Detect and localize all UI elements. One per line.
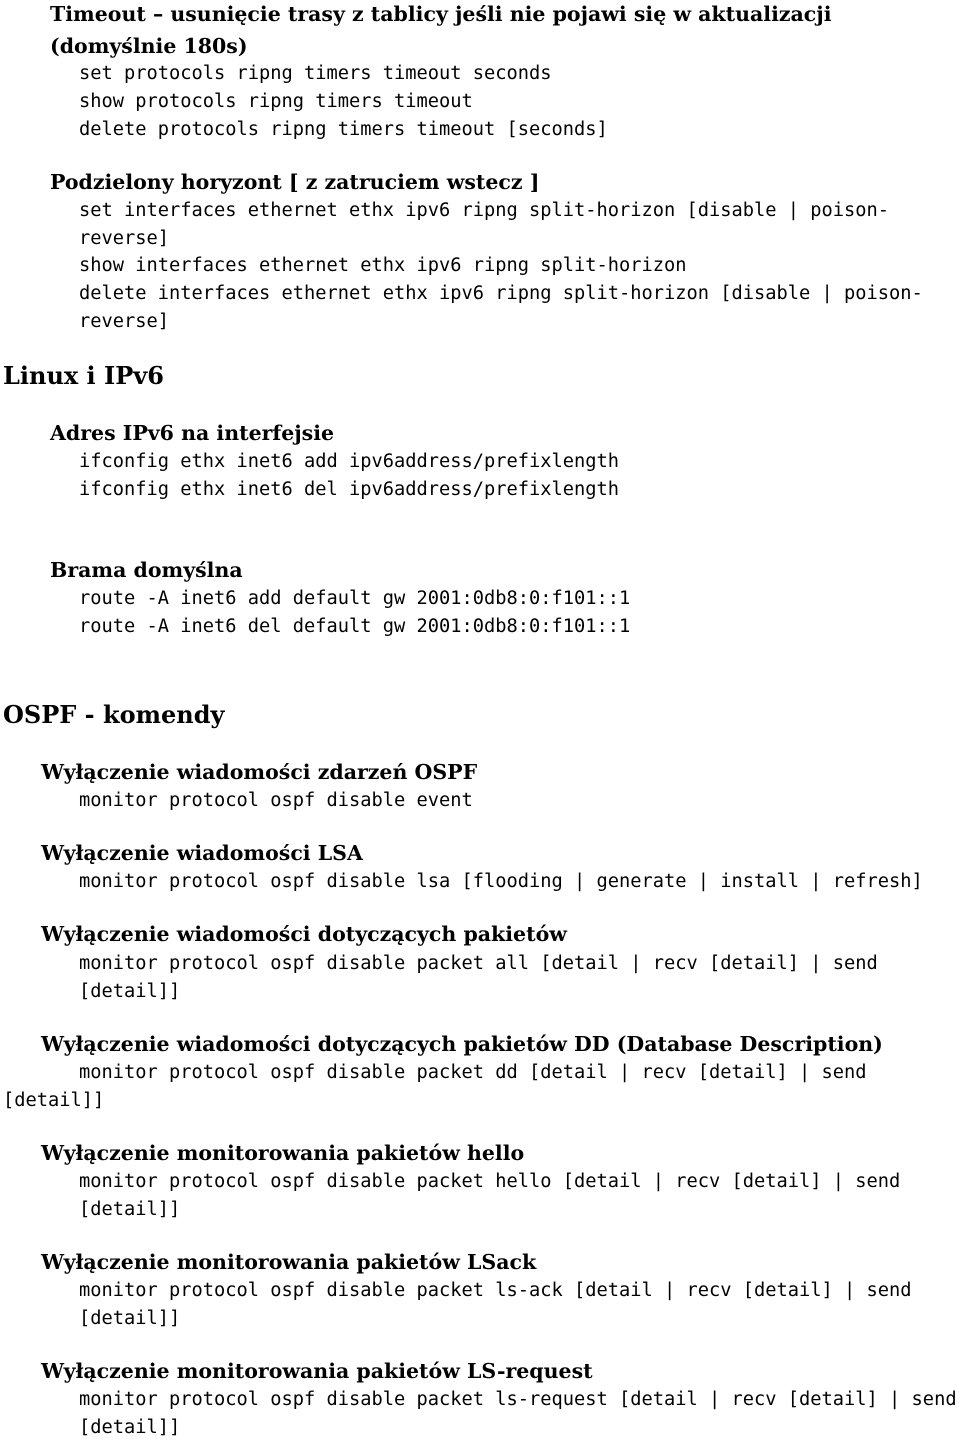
ospf-events-heading: Wyłączenie wiadomości zdarzeń OSPF (41, 760, 478, 784)
code-line: [detail]] (79, 1308, 181, 1329)
code-line: [detail]] (79, 981, 181, 1002)
ospf-packets-heading: Wyłączenie wiadomości dotyczących pakietów (41, 922, 567, 946)
ospf-lsa-heading: Wyłączenie wiadomości LSA (41, 841, 363, 865)
split-horizon-heading: Podzielony horyzont [ z zatruciem wstecz ] (50, 170, 540, 194)
code-line: route -A inet6 del default gw 2001:0db8:0:f101::1 (79, 616, 631, 637)
linux-ipv6-heading: Linux i IPv6 (3, 361, 164, 390)
code-line: ifconfig ethx inet6 add ipv6address/prefixlength (79, 451, 620, 472)
default-gateway-heading: Brama domyślna (50, 558, 243, 582)
code-line: monitor protocol ospf disable event (79, 790, 473, 811)
code-line: monitor protocol ospf disable packet ls-request [detail | recv [detail] | send (79, 1389, 957, 1410)
code-line: monitor protocol ospf disable lsa [flooding | generate | install | refresh] (79, 871, 923, 892)
code-line: show interfaces ethernet ethx ipv6 ripng split-horizon (79, 255, 687, 276)
ospf-dd-heading: Wyłączenie wiadomości dotyczących pakietów DD (Database Description) (41, 1032, 883, 1056)
code-line: [detail]] (3, 1090, 105, 1111)
ipv6-address-heading: Adres IPv6 na interfejsie (50, 421, 335, 445)
code-line: monitor protocol ospf disable packet ls-ack [detail | recv [detail] | send (79, 1280, 912, 1301)
code-line: set interfaces ethernet ethx ipv6 ripng split-horizon [disable | poison-reverse] (79, 200, 890, 249)
timeout-heading: Timeout – usunięcie trasy z tablicy jeśli nie pojawi się w aktualizacji (domyślnie 180s) (50, 2, 832, 58)
code-line: [detail]] (79, 1199, 181, 1220)
code-line: delete protocols ripng timers timeout [seconds] (79, 119, 608, 140)
code-line: set protocols ripng timers timeout seconds (79, 63, 552, 84)
code-line: route -A inet6 add default gw 2001:0db8:0:f101::1 (79, 588, 631, 609)
ospf-hello-heading: Wyłączenie monitorowania pakietów hello (41, 1141, 525, 1165)
ospf-lsrequest-heading: Wyłączenie monitorowania pakietów LS-request (41, 1359, 593, 1383)
ospf-lsack-heading: Wyłączenie monitorowania pakietów LSack (41, 1250, 537, 1274)
code-line: monitor protocol ospf disable packet all [detail | recv [detail] | send (79, 953, 878, 974)
code-line: [detail]] (79, 1417, 181, 1438)
code-line: show protocols ripng timers timeout (79, 91, 473, 112)
code-line: delete interfaces ethernet ethx ipv6 ripng split-horizon [disable | poison-reverse] (79, 283, 923, 332)
code-line: ifconfig ethx inet6 del ipv6address/prefixlength (79, 479, 620, 500)
code-line: monitor protocol ospf disable packet hello [detail | recv [detail] | send (79, 1171, 901, 1192)
code-line: monitor protocol ospf disable packet dd [detail | recv [detail] | send (79, 1062, 867, 1083)
ospf-heading: OSPF - komendy (3, 700, 225, 729)
